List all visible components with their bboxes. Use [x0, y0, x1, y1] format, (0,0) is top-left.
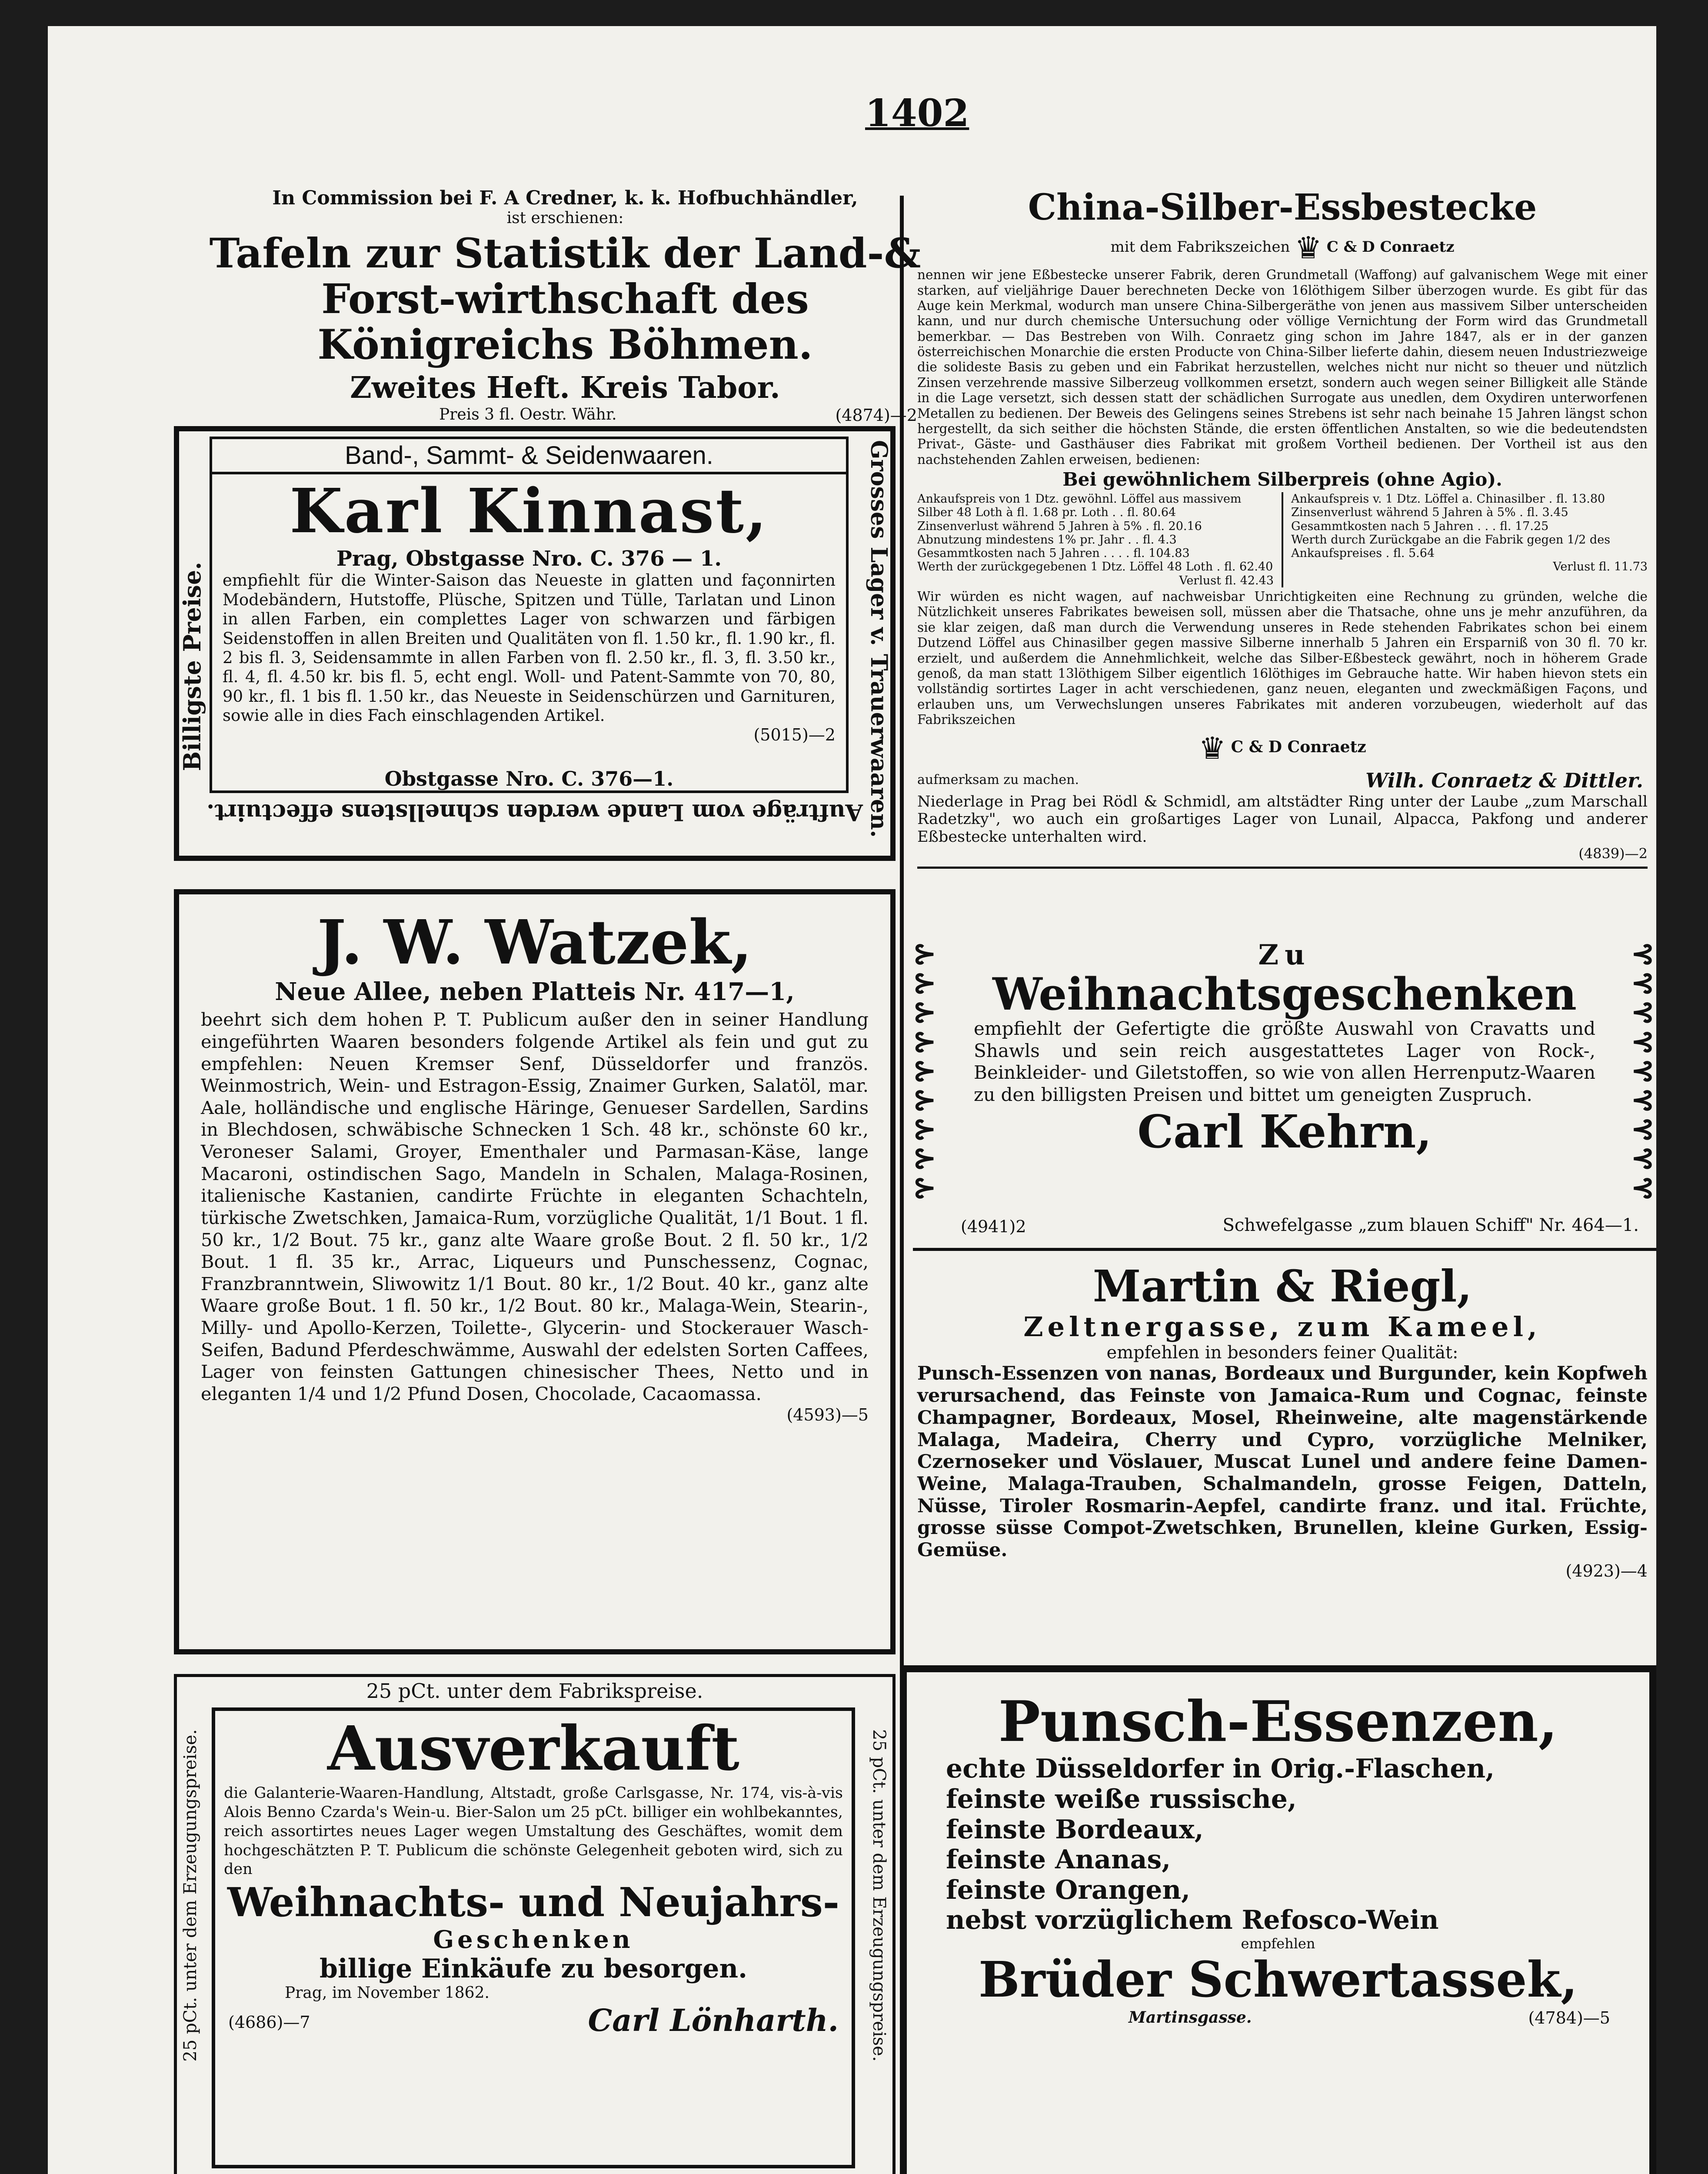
watzek-name: J. W. Watzek,: [317, 907, 752, 978]
kinnast-ad: [174, 426, 896, 861]
credner-line2: ist erschienen:: [506, 209, 624, 227]
lonharth-gifts: Geschenken: [433, 1925, 634, 1954]
punsch-line-4: feinste Ananas,: [946, 1844, 1171, 1875]
kinnast-footer-address: Obstgasse Nro. C. 376—1.: [384, 767, 674, 790]
kehrn-body: empfiehlt der Gefertigte die größte Auswahl von Cravatts und Shawls und sein reich ausgestattetes Lager von Rock-, Beinkleider- und Giletstoffen, so wie von allen Herrenputz-Waaren zu den billigsten Preisen und bittet um geneigten Zuspruch.: [974, 1018, 1595, 1105]
lonharth-top: 25 pCt. unter dem Fabrikspreise.: [366, 1679, 703, 1703]
riegl-address: Zeltnergasse, zum Kameel,: [1023, 1311, 1542, 1343]
conraetz-ad: [913, 187, 1652, 926]
left-ornament-icon: ⊱ ⊱ ⊱ ⊱ ⊱ ⊱ ⊱ ⊱ ⊱: [913, 937, 934, 1204]
kinnast-address: Prag, Obstgasse Nro. C. 376 — 1.: [336, 546, 722, 571]
lonharth-date: Prag, im November 1862.: [285, 1984, 489, 2002]
kinnast-inner-frame: [210, 437, 849, 793]
conraetz-firm: Wilh. Conraetz & Dittler.: [1365, 768, 1643, 792]
credner-price: Preis 3 fl. Oestr. Währ.: [439, 406, 617, 424]
lonharth-occasion: Weihnachts- und Neujahrs-: [227, 1879, 839, 1926]
kinnast-name: Karl Kinnast,: [290, 476, 769, 547]
conraetz-body: nennen wir jene Eßbestecke unserer Fabrik, deren Grundmetall (Waffong) auf galvanischem Wege mit einer starken, auf vieljährige Dauer berechneten Decke von 16löthigem Silber überzogen wurde. Es gibt für das Auge kein Merkmal, wodurch man unsere China-Silbergeräthe von jenen aus massivem Silber unterscheiden kann, und nur durch chemische Untersuchung oder völlige Vernichtung der Form wird das Grundmetall bemerkbar. — Das Bestreben von Wilh. Conraetz ging schon im Jahre 1847, als er in der ganzen österreichischen Monarchie die ersten Producte von China-Silber lieferte dahin, diesem neuen Industriezweige die solideste Basis zu geben und ein Fabrikat herzustellen, welches nicht nur nicht so theuer und nützlich Zinsen verzehrende massive Silberzeug vollkommen ersetzt, sondern auch wegen seiner Billigkeit alle Stände in die Lage versetzt, sich dessen statt der schädlichen Surrogate aus unedlen, dem Oxydiren unterworfenen Metallen zu bedienen. Der Beweis des Gelingens seines Strebens ist sehr nach beinahe 15 Jahren längst schon hergestellt, da sich seither die höchsten Stände, die ersten öffentlichen Anstalten, so wie die bedeutendsten Privat-, Gäste- und Gasthäuser dies Fabrikat mit großem Vortheil bedienen. Der Vortheil ist aus den nachstehenden Zahlen erweisen, bedienen:: [917, 267, 1648, 467]
kinnast-left-vertical: Billigste Preise.: [178, 562, 206, 771]
kinnast-header: Band-, Sammt- & Seidenwaaren.: [345, 441, 713, 470]
right-ornament-icon: ⊰ ⊰ ⊰ ⊰ ⊰ ⊰ ⊰ ⊰ ⊰: [1631, 937, 1652, 1204]
riegl-title: Martin & Riegl,: [1092, 1260, 1472, 1312]
lonharth-body: die Galanterie-Waaren-Handlung, Altstadt, große Carlsgasse, Nr. 174, vis-à-vis Alois Benno Czarda's Wein-u. Bier-Salon um 25 pCt. billiger ein wohlbekanntes, reich assortirtes neues Lager wegen Umstaltung des Geschäftes, womit dem hochgeschätzten P. T. Publicum die schönste Gelegenheit geboten wird, sich zu den: [224, 1784, 843, 1878]
kehrn-ref: (4941)2: [961, 1217, 1026, 1236]
punsch-ref: (4784)—5: [1528, 2008, 1610, 2028]
punsch-line-6: nebst vorzüglichem Refosco-Wein: [946, 1905, 1439, 1936]
eagle-icon: ♛: [1295, 230, 1322, 266]
kinnast-right-vertical: Grosses Lager v. Trauerwaaren.: [866, 440, 892, 838]
credner-title: Tafeln zur Statistik der Land-& Forst-wirthschaft des Königreichs Böhmen.: [209, 229, 921, 369]
watzek-ref: (4593)—5: [786, 1405, 869, 1424]
punsch-empfehlen: empfehlen: [1241, 1935, 1315, 1952]
kinnast-bottom-inverted: Aufträge vom Lande werden schnellstens effectuirt.: [206, 799, 863, 826]
riegl-sub: empfehlen in besonders feiner Qualität:: [1106, 1342, 1458, 1363]
kehrn-zu: Zu: [1258, 939, 1311, 971]
riegl-body: Punsch-Essenzen von nanas, Bordeaux und Burgunder, kein Kopfweh verursachend, das Feinste von Jamaica-Rum und Cognac, feinste Champagner, Bordeaux, Mosel, Rheinweine, alte magenstärkende Malaga, Madeira, Cherry und Cypro, vorzügliche Melniker, Czernoseker und Vöslauer, Muscat Lunel und andere feine Damen-Weine, Malaga-Trauben, Schalmandeln, grosse Feigen, Datteln, Nüsse, Tiroler Rosmarin-Aepfel, candirte franz. und ital. Früchte, grosse süsse Compot-Zwetschken, Brunellen, kleine Gurken, Essig-Gemüse.: [917, 1363, 1648, 1561]
lonharth-inner-frame: [212, 1707, 855, 2168]
credner-subtitle: Zweites Heft. Kreis Tabor.: [350, 370, 780, 405]
kehrn-ad: [913, 939, 1652, 1252]
conraetz-ref: (4839)—2: [1578, 845, 1648, 862]
punsch-name: Brüder Schwertassek,: [978, 1951, 1578, 2009]
watzek-ad: [174, 889, 896, 1654]
kehrn-address: Schwefelgasse „zum blauen Schiff" Nr. 464—1.: [1222, 1215, 1639, 1235]
credner-line1: In Commission bei F. A Credner, k. k. Hofbuchhändler,: [272, 187, 858, 209]
punsch-street: Martinsgasse.: [1129, 2008, 1252, 2027]
riegl-ad: [913, 1261, 1652, 1657]
kehrn-title: Weihnachtsgeschenken: [992, 968, 1577, 1021]
punsch-line-3: feinste Bordeaux,: [946, 1814, 1204, 1845]
kinnast-ref: (5015)—2: [753, 725, 836, 745]
conraetz-attention: aufmerksam zu machen.: [917, 772, 1079, 787]
newspaper-page: [48, 26, 1656, 2174]
punsch-line-2: feinste weiße russische,: [946, 1784, 1297, 1815]
credner-ad: [196, 187, 935, 430]
conraetz-body2: Wir würden es nicht wagen, auf nachweisbar Unrichtigkeiten eine Rechnung zu gründen, welche die Nützlichkeit unseres Fabrikates beweisen soll, müssen aber die Thatsache, ohne uns je mehr anzuführen, da sie klar zeigen, daß man durch die Verwendung unseres in Rede stehenden Fabrikates schon bei einem Dutzend Löffel aus Chinasilber gegen massive Silberne innerhalb 5 Jahren ein Ersparniß von 30 fl. 70 kr. erzielt, und außerdem die Annehmlichkeit, welche das Silber-Eßbesteck gewährt, noch in höherem Grade genoß, da man statt 13löthigem Silber eigentlich 16löthiges im Gebrauche hatte. Wir haben hievon stets ein vollständig sortirtes Lager in acht verschiedenen, ganz neuen, eleganten und zweckmäßigen Façons, und erlauben uns, um Verwechslungen unseres Fabrikates mit anderen vorzubeugen, wiederholt auf das Fabrikszeichen: [917, 589, 1648, 727]
conraetz-mark-line: mit dem Fabrikszeichen: [1110, 238, 1290, 256]
lonharth-ref: (4686)—7: [228, 2013, 310, 2032]
punsch-title: Punsch-Essenzen,: [998, 1689, 1558, 1754]
eagle-icon-2: ♛: [1199, 730, 1226, 766]
conraetz-price-left: Ankaufspreis von 1 Dtz. gewöhnl. Löffel aus massivem Silber 48 Loth à fl. 1.68 pr. Loth . . fl. 80.64 Zinsenverlust während 5 Jahren à 5% . fl. 20.16 Abnutzung mindestens 1% pr. Jahr . . fl. 4.3 Gesammtkosten nach 5 Jahren . . . . fl. 104.83 Werth der zurückgegebenen 1 Dtz. Löffel 48 Loth . fl. 62.40 Verlust fl. 42.43: [917, 492, 1274, 587]
lonharth-right-vertical: 25 pCt. unter dem Erzeugungspreise.: [869, 1729, 889, 2062]
credner-ref: (4874)—2: [835, 406, 917, 425]
punsch-ad: [900, 1665, 1656, 2174]
lonharth-title: Ausverkauft: [327, 1713, 739, 1784]
lonharth-cheap: billige Einkäufe zu besorgen.: [320, 1953, 747, 1984]
lonharth-name: Carl Lönharth.: [588, 2002, 839, 2039]
punsch-line-1: echte Düsseldorfer in Orig.-Flaschen,: [946, 1754, 1495, 1784]
kehrn-name: Carl Kehrn,: [1137, 1104, 1432, 1158]
watzek-body: beehrt sich dem hohen P. T. Publicum außer den in seiner Handlung eingeführten Waaren besonders folgende Artikel als fein und gut zu empfehlen: Neuen Kremser Senf, Düsseldorfer und französ. Weinmostrich, Wein- und Estragon-Essig, Znaimer Gurken, Salatöl, mar. Aale, holländische und englische Häringe, Genueser Sardellen, Sardins in Blechdosen, schwäbische Schnecken 1 Sch. 48 kr., schönste 60 kr., Veroneser Salami, Groyer, Ementhaler und Parmasan-Käse, lange Macaroni, ostindischen Sago, Mandeln in Schalen, Malaga-Rosinen, italienische Kastanien, candirte Früchte in eleganten Schachteln, türkische Zwetschken, Jamaica-Rum, vorzügliche Qualität, 1/1 Bout. 1 fl. 50 kr., 1/2 Bout. 75 kr., ganz alte Waare große Bout. 2 fl. 50 kr., 1/2 Bout. 1 fl. 35 kr., Arrac, Liqueurs und Punschessenz, Cognac, Franzbranntwein, Sliwowitz 1/1 Bout. 80 kr., 1/2 Bout. 40 kr., ganz alte Waare große Bout. 1 fl. 50 kr., 1/2 Bout. 80 kr., Malaga-Wein, Stearin-, Milly- und Apollo-Kerzen, Toilette-, Glycerin- und Stockerauer Wasch-Seifen, Badund Pferdeschwämme, Auswahl der edelsten Sorten Caffees, Lager von feinsten Gattungen chinesischer Thees, Netto und in eleganten 1/4 und 1/2 Pfund Dosen, Chocolade, Cacaomassa.: [201, 1009, 869, 1404]
kehrn-rule: [913, 1248, 1656, 1251]
page-number: 1402: [865, 91, 969, 135]
conraetz-price-right: Ankaufspreis v. 1 Dtz. Löffel a. Chinasilber . fl. 13.80 Zinsenverlust während 5 Jahren à 5% . fl. 3.45 Gesammtkosten nach 5 Jahren . . . fl. 17.25 Werth durch Zurückgabe an die Fabrik gegen 1/2 des Ankaufspreises . fl. 5.64 Verlust fl. 11.73: [1291, 492, 1648, 574]
kinnast-body: empfiehlt für die Winter-Saison das Neueste in glatten und façonnirten Modebändern, Hutstoffe, Plüsche, Spitzen und Tülle, Tarlatan und Linon in allen Farben, ein complettes Lager von schwarzen und färbigen Seidenstoffen in allen Breiten und Qualitäten von fl. 1.50 kr., fl. 1.90 kr., fl. 2 bis fl. 3, Seidensammte in allen Farben von fl. 2.50 kr., fl. 3, fl. 3.50 kr., fl. 4, fl. 4.50 kr. bis fl. 5, echt engl. Woll- und Patent-Sammte von 70, 80, 90 kr., fl. 1 bis fl. 1.50 kr., das Neueste in Seidenschürzen und Garnituren, sowie alle in dies Fach einschlagenden Artikel.: [223, 571, 836, 725]
conraetz-mark2: C & D Conraetz: [1231, 737, 1366, 756]
lonharth-ad: [174, 1674, 896, 2174]
punsch-line-5: feinste Orangen,: [946, 1874, 1190, 1905]
conraetz-footer: Niederlage in Prag bei Rödl & Schmidl, am altstädter Ring unter der Laube „zum Marschall Radetzky", wo auch ein großartiges Lager von Lunail, Alpacca, Pakfong und anderer Eßbestecke unterhalten wird.: [917, 793, 1648, 846]
lonharth-left-vertical: 25 pCt. unter dem Erzeugungspreise.: [180, 1729, 200, 2062]
riegl-ref: (4923)—4: [1565, 1561, 1648, 1580]
watzek-address: Neue Allee, neben Platteis Nr. 417—1,: [275, 977, 795, 1007]
conraetz-title: China-Silber-Essbestecke: [1028, 187, 1537, 228]
conraetz-mark: C & D Conraetz: [1326, 238, 1455, 256]
conraetz-price-head: Bei gewöhnlichem Silberpreis (ohne Agio).: [1062, 469, 1502, 490]
